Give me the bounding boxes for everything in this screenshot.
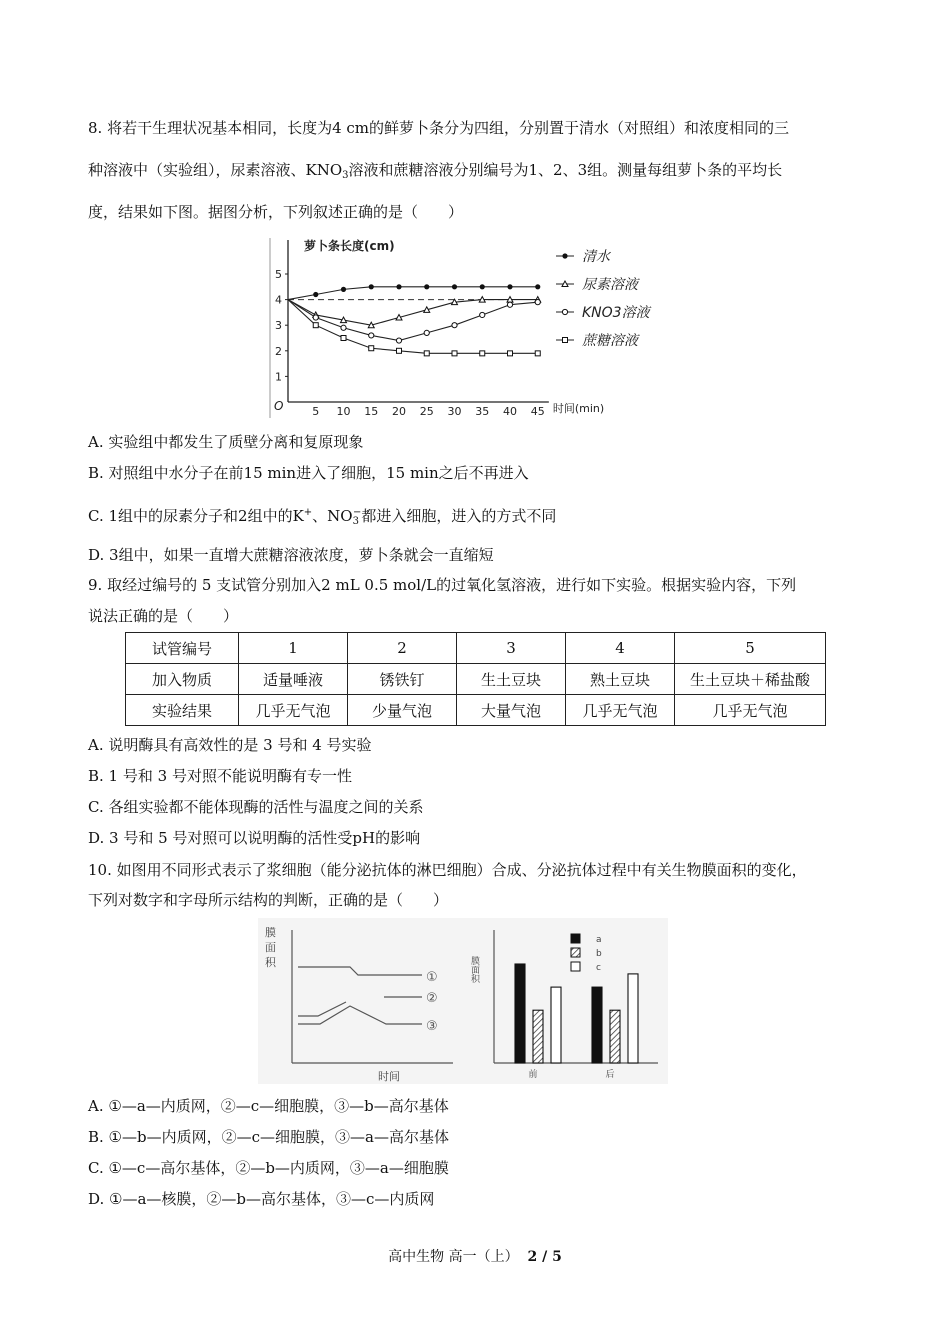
- right-ylabel: 膜面积: [469, 956, 479, 983]
- x-tick-label: 30: [447, 405, 462, 418]
- q10-option-a: A. ①—a—内质网，②—c—细胞膜，③—b—高尔基体: [88, 1097, 449, 1115]
- q10-option-d: D. ①—a—核膜，②—b—高尔基体，③—c—内质网: [88, 1190, 435, 1208]
- data-point: [397, 348, 402, 353]
- legend-swatch: [571, 934, 580, 943]
- data-point: [535, 300, 540, 305]
- data-point: [424, 284, 429, 289]
- q10-line-2: 下列对数字和字母所示结构的判断，正确的是（ ）: [88, 891, 449, 909]
- table-cell: 加入物质: [126, 664, 239, 695]
- data-point: [313, 292, 318, 297]
- data-point: [562, 309, 567, 314]
- q9-line-2: 说法正确的是（ ）: [88, 607, 239, 625]
- table-cell: 2: [348, 633, 457, 664]
- table-cell: 3: [457, 633, 566, 664]
- bar: [610, 1010, 620, 1063]
- data-point: [424, 351, 429, 356]
- legend-swatch: [571, 962, 580, 971]
- data-point: [313, 323, 318, 328]
- x-tick-label: 35: [475, 405, 490, 418]
- data-point: [396, 338, 401, 343]
- origin-label: O: [274, 399, 284, 413]
- data-point: [452, 351, 457, 356]
- data-point: [535, 351, 540, 356]
- legend-label: c: [596, 963, 601, 973]
- legend-label: 尿素溶液: [582, 277, 638, 293]
- legend-label: b: [596, 949, 602, 959]
- bar: [628, 974, 638, 1063]
- y-tick-label: 3: [275, 319, 282, 333]
- q9-line-1: 9. 取经过编号的 5 支试管分别加入2 mL 0.5 mol/L的过氧化氢溶液，进行如下实验。根据实验内容，下列: [88, 576, 797, 594]
- y-tick-label: 4: [275, 293, 282, 307]
- q8-option-c: C. 1组中的尿素分子和2组中的K+、$NO_3^-$都进入细胞，进入的方式不同: [88, 507, 557, 527]
- y-tick-label: 1: [275, 370, 282, 384]
- legend-label: KNO3溶液: [582, 305, 650, 321]
- curve-label-1: ①: [426, 970, 438, 985]
- category-label: 后: [605, 1070, 615, 1080]
- y-tick-label: 5: [275, 268, 282, 281]
- figure-background: [258, 918, 668, 1084]
- q8-option-a: A. 实验组中都发生了质壁分离和复原现象: [88, 433, 364, 451]
- x-tick-label: 45: [530, 405, 545, 418]
- table-cell: 5: [675, 633, 826, 664]
- footer-text: 高中生物 高一（上）: [388, 1249, 519, 1265]
- left-ylabel-1: 膜: [265, 926, 276, 939]
- y-axis-label: 萝卜条长度(cm): [304, 239, 395, 253]
- table-cell: 实验结果: [126, 695, 239, 726]
- table-cell: 生土豆块: [457, 664, 566, 695]
- q10-option-b: B. ①—b—内质网，②—c—细胞膜，③—a—高尔基体: [88, 1128, 449, 1146]
- q8-option-b: B. 对照组中水分子在前15 min进入了细胞，15 min之后不再进入: [88, 464, 529, 482]
- page-number: 2 / 5: [527, 1249, 562, 1265]
- data-point: [562, 253, 567, 258]
- left-ylabel-3: 积: [265, 956, 276, 969]
- series-line: [288, 300, 538, 341]
- legend-label: 蔗糖溶液: [582, 333, 638, 349]
- table-cell: 几乎无气泡: [239, 695, 348, 726]
- q8-line-2: 种溶液中（实验组），尿素溶液、$KNO_3$溶液和蔗糖溶液分别编号为1、2、3组。测量每组萝卜条的平均长: [88, 161, 783, 181]
- series-line: [288, 300, 538, 354]
- data-point: [341, 325, 346, 330]
- membrane-area-figure: [258, 918, 668, 1084]
- table-row: [126, 695, 826, 726]
- data-point: [507, 284, 512, 289]
- x-axis-label: 时间(min): [552, 402, 605, 415]
- series-line: [288, 287, 538, 300]
- page-footer: [0, 1246, 950, 1266]
- q9-option-b: B. 1 号和 3 号对照不能说明酶有专一性: [88, 767, 352, 785]
- table-cell: 试管编号: [126, 633, 239, 664]
- x-tick-label: 20: [392, 405, 406, 418]
- x-tick-label: 5: [312, 405, 320, 418]
- x-tick-label: 15: [364, 405, 379, 418]
- series-2: [288, 297, 541, 328]
- data-point: [396, 284, 401, 289]
- data-point: [480, 351, 485, 356]
- series-1: [288, 284, 540, 299]
- table-cell: 熟土豆块: [566, 664, 675, 695]
- data-point: [369, 346, 374, 351]
- bar: [551, 987, 561, 1063]
- bar: [533, 1010, 543, 1063]
- data-point: [508, 351, 513, 356]
- bar: [515, 964, 525, 1063]
- q8-option-d: D. 3组中，如果一直增大蔗糖溶液浓度，萝卜条就会一直缩短: [88, 546, 494, 564]
- radish-length-chart: [268, 234, 668, 420]
- data-point: [480, 284, 485, 289]
- q10-line-1: 10. 如图用不同形式表示了浆细胞（能分泌抗体的淋巴细胞）合成、分泌抗体过程中有关生物膜面积的变化，: [88, 861, 807, 879]
- left-ylabel-2: 面: [265, 941, 276, 954]
- data-point: [480, 312, 485, 317]
- table-row: [126, 664, 826, 695]
- q8-line-1: 8. 将若干生理状况基本相同，长度为4 cm的鲜萝卜条分为四组，分别置于清水（对照组）和浓度相同的三: [88, 119, 790, 137]
- legend-swatch: [571, 948, 580, 957]
- table-cell: 几乎无气泡: [675, 695, 826, 726]
- x-tick-label: 10: [336, 405, 351, 418]
- category-label: 前: [528, 1070, 538, 1080]
- legend-label: a: [596, 935, 602, 945]
- data-point: [507, 302, 512, 307]
- table-cell: 几乎无气泡: [566, 695, 675, 726]
- table-cell: 生土豆块＋稀盐酸: [675, 664, 826, 695]
- table-cell: 少量气泡: [348, 695, 457, 726]
- x-tick-label: 40: [503, 405, 517, 418]
- data-point: [313, 315, 318, 320]
- table-row: [126, 633, 826, 664]
- data-point: [341, 336, 346, 341]
- series-3: [288, 300, 540, 344]
- data-point: [369, 284, 374, 289]
- data-point: [452, 323, 457, 328]
- data-point: [535, 284, 540, 289]
- data-point: [369, 333, 374, 338]
- data-point: [452, 284, 457, 289]
- table-cell: 适量唾液: [239, 664, 348, 695]
- data-point: [424, 330, 429, 335]
- q9-option-a: A. 说明酶具有高效性的是 3 号和 4 号实验: [88, 736, 372, 754]
- x-tick-label: 25: [419, 405, 434, 418]
- q10-option-c: C. ①—c—高尔基体，②—b—内质网，③—a—细胞膜: [88, 1159, 449, 1177]
- q9-option-d: D. 3 号和 5 号对照可以说明酶的活性受pH的影响: [88, 829, 421, 847]
- table-cell: 1: [239, 633, 348, 664]
- q9-option-c: C. 各组实验都不能体现酶的活性与温度之间的关系: [88, 798, 424, 816]
- curve-label-3: ③: [426, 1019, 438, 1034]
- legend-label: 清水: [582, 249, 610, 265]
- data-point: [563, 338, 568, 343]
- q8-line-3: 度，结果如下图。据图分析，下列叙述正确的是（ ）: [88, 203, 464, 221]
- table-cell: 锈铁钉: [348, 664, 457, 695]
- y-tick-label: 2: [275, 344, 282, 358]
- table-cell: 大量气泡: [457, 695, 566, 726]
- q9-table: [125, 632, 826, 726]
- data-point: [341, 287, 346, 292]
- curve-label-2: ②: [426, 991, 438, 1006]
- table-cell: 4: [566, 633, 675, 664]
- bar: [592, 987, 602, 1063]
- left-xlabel: 时间: [378, 1070, 400, 1083]
